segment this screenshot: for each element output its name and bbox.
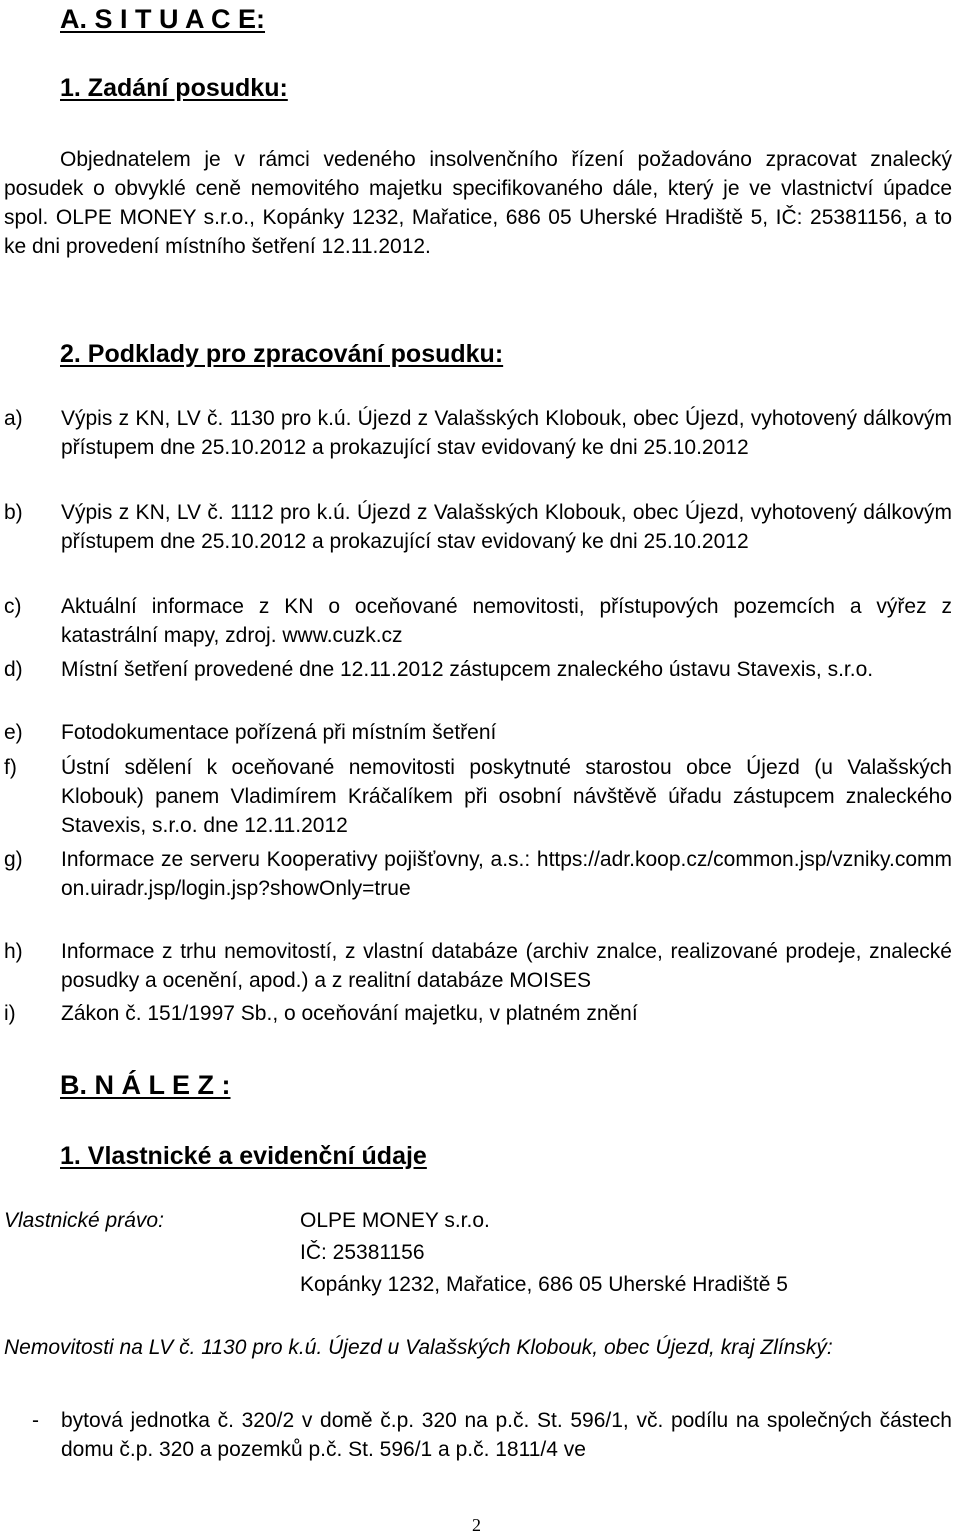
bullet-mark: - bbox=[32, 1409, 39, 1432]
property-heading: Nemovitosti na LV č. 1130 pro k.ú. Újezd u Valašských Klobouk, obec Újezd, kraj Zlínský: bbox=[4, 1336, 833, 1359]
property-item-text: bytová jednotka č. 320/2 v domě č.p. 320 na p.č. St. 596/1, vč. podílu na společných částech domu č.p. 320 a pozemků p.č. St. 596/1 a p.č. 1811/4 ve bbox=[61, 1409, 952, 1461]
list-item-text: Fotodokumentace pořízená při místním šetření bbox=[61, 721, 497, 744]
list-item-label: f) bbox=[4, 756, 17, 779]
list-item-label: b) bbox=[4, 501, 23, 524]
page-number: 2 bbox=[472, 1515, 481, 1535]
subsection-podklady-title: 2. Podklady pro zpracování posudku: bbox=[60, 340, 504, 368]
subsection-vlastnicke-title: 1. Vlastnické a evidenční údaje bbox=[60, 1142, 427, 1170]
list-item-label: e) bbox=[4, 721, 23, 744]
list-item-label: c) bbox=[4, 595, 22, 618]
owner-name: OLPE MONEY s.r.o. bbox=[300, 1209, 490, 1232]
list-item-label: i) bbox=[4, 1002, 16, 1025]
list-item-label: d) bbox=[4, 658, 23, 681]
list-item-text: Místní šetření provedené dne 12.11.2012 zástupcem znaleckého ústavu Stavexis, s.r.o. bbox=[61, 658, 874, 681]
section-b-title: B. N Á L E Z : bbox=[60, 1070, 231, 1100]
owner-address: Kopánky 1232, Mařatice, 686 05 Uherské Hradiště 5 bbox=[300, 1273, 788, 1296]
list-item-text: Zákon č. 151/1997 Sb., o oceňování majetku, v platném znění bbox=[61, 1002, 638, 1025]
list-item-text: Ústní sdělení k oceňované nemovitosti poskytnuté starostou obce Újezd (u Valašských Klobouk) panem Vladimírem Kráčalíkem při osobní návštěvě úřadu zástupcem znaleckého Stavexis, s.r.o. dne 12.11.2012 bbox=[61, 756, 952, 837]
section-a-title: A. S I T U A C E: bbox=[60, 4, 266, 34]
list-item-text: Výpis z KN, LV č. 1130 pro k.ú. Újezd z Valašských Klobouk, obec Újezd, vyhotovený dálkovým přístupem dne 25.10.2012 a prokazující stav evidovaný ke dni 25.10.2012 bbox=[61, 407, 952, 459]
list-item-label: h) bbox=[4, 940, 23, 963]
list-item-label: a) bbox=[4, 407, 23, 430]
owner-label: Vlastnické právo: bbox=[4, 1209, 164, 1232]
list-item-text: Informace z trhu nemovitostí, z vlastní databáze (archiv znalce, realizované prodeje, znalecké posudky a ocenění, apod.) a z realitní databáze MOISES bbox=[61, 940, 952, 992]
list-item-label: g) bbox=[4, 848, 23, 871]
subsection-zadani-title: 1. Zadání posudku: bbox=[60, 74, 288, 102]
owner-ic: IČ: 25381156 bbox=[300, 1241, 425, 1264]
list-item-text: Informace ze serveru Kooperativy pojišťovny, a.s.: https://adr.koop.cz/common.jsp/vzniky.common.uiradr.jsp/login.jsp?showOnly=true bbox=[61, 848, 952, 900]
list-item-text: Výpis z KN, LV č. 1112 pro k.ú. Újezd z Valašských Klobouk, obec Újezd, vyhotovený dálkovým přístupem dne 25.10.2012 a prokazující stav evidovaný ke dni 25.10.2012 bbox=[61, 501, 952, 553]
zadani-paragraph: Objednatelem je v rámci vedeného insolvenčního řízení požadováno zpracovat znalecký posudek o obvyklé ceně nemovitého majetku specifikovaného dále, který je ve vlastnictví úpadce spol. OLPE MONEY s.r.o., Kopánky 1232, Mařatice, 686 05 Uherské Hradiště 5, IČ: 25381156, a to ke dni provedení místního šetření 12.11.2012. bbox=[4, 148, 952, 258]
list-item-text: Aktuální informace z KN o oceňované nemovitosti, přístupových pozemcích a výřez z katastrální mapy, zdroj. www.cuzk.cz bbox=[61, 595, 952, 647]
